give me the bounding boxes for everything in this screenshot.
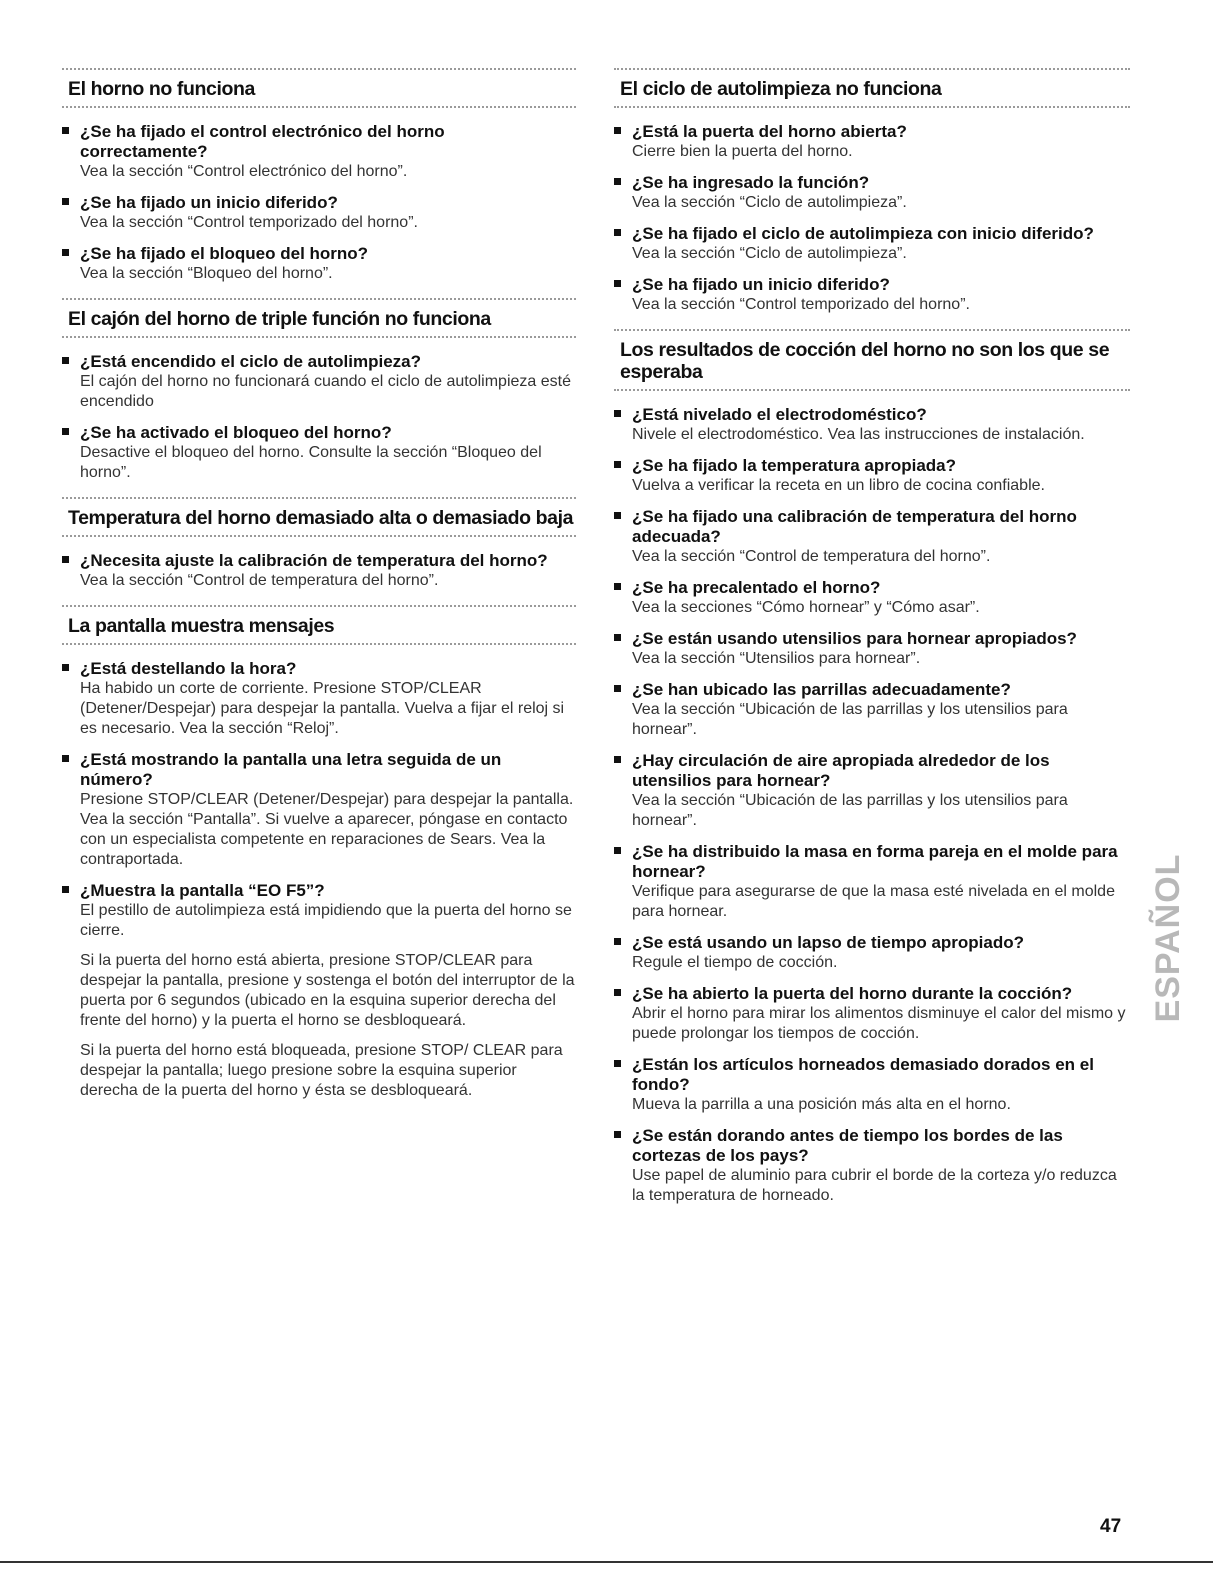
question-text: ¿Está nivelado el electrodoméstico? <box>632 405 927 424</box>
section-title: Los resultados de cocción del horno no son los que se esperaba <box>620 339 1110 383</box>
answer-text: Use papel de aluminio para cubrir el borde de la corteza y/o reduzca la temperatura de horneado. <box>632 1167 1117 1204</box>
question-text: ¿Se ha fijado el control electrónico del horno correctamente? <box>80 122 445 161</box>
question-text: ¿Se han ubicado las parrillas adecuadamente? <box>632 680 1011 699</box>
question-text: ¿Se ha fijado el ciclo de autolimpieza con inicio diferido? <box>632 224 1094 243</box>
answer-text: Ha habido un corte de corriente. Presione STOP/CLEAR (Detener/Despejar) para despejar la pantalla. Vuelva a fijar el reloj si es necesario. Vea la sección “Reloj”. <box>80 680 565 737</box>
question-text: ¿Se ha fijado una calibración de temperatura del horno adecuada? <box>632 507 1077 546</box>
question-text: ¿Se ha fijado el bloqueo del horno? <box>80 244 369 263</box>
answer-text: Si la puerta del horno está bloqueada, presione STOP/ CLEAR para despejar la pantalla; luego presione sobre la esquina superior derecha de la puerta del horno y ésta se desbloqueará. <box>80 1042 563 1099</box>
troubleshoot-section <box>614 329 1130 1206</box>
answer-text: Cierre bien la puerta del horno. <box>632 143 853 160</box>
answer-text: Verifique para asegurarse de que la masa esté nivelada en el molde para hornear. <box>632 883 1115 920</box>
square-bullet-icon <box>614 583 621 590</box>
question-text: ¿Se están usando utensilios para hornear apropiados? <box>632 629 1077 648</box>
question-item <box>614 507 1130 567</box>
square-bullet-icon <box>614 847 621 854</box>
square-bullet-icon <box>614 127 621 134</box>
answer-text: Vea la sección “Control electrónico del horno”. <box>80 163 408 180</box>
square-bullet-icon <box>62 428 69 435</box>
question-item <box>62 244 576 284</box>
troubleshoot-section <box>62 68 576 284</box>
question-text: ¿Se ha abierto la puerta del horno durante la cocción? <box>632 984 1073 1003</box>
question-item <box>62 352 576 412</box>
bottom-rule <box>0 1561 1213 1563</box>
question-item <box>614 1055 1130 1115</box>
square-bullet-icon <box>614 178 621 185</box>
answer-text: Abrir el horno para mirar los alimentos disminuye el calor del mismo y puede prolongar los tiempos de cocción. <box>632 1005 1126 1042</box>
square-bullet-icon <box>614 685 621 692</box>
answer-text: Vea la sección “Utensilios para hornear”. <box>632 650 921 667</box>
answer-text: Vea la sección “Ciclo de autolimpieza”. <box>632 194 907 211</box>
square-bullet-icon <box>614 461 621 468</box>
question-item <box>614 1126 1130 1206</box>
square-bullet-icon <box>62 127 69 134</box>
question-item <box>614 456 1130 496</box>
section-header <box>62 497 576 537</box>
answer-text: Vea la sección “Control de temperatura del horno”. <box>80 572 439 589</box>
square-bullet-icon <box>62 886 69 893</box>
troubleshoot-section <box>62 298 576 483</box>
question-text: ¿Muestra la pantalla “EO F5”? <box>80 881 325 900</box>
question-text: ¿Se ha fijado un inicio diferido? <box>632 275 890 294</box>
troubleshoot-section <box>62 497 576 591</box>
section-title: La pantalla muestra mensajes <box>68 615 335 637</box>
question-text: ¿Están los artículos horneados demasiado dorados en el fondo? <box>632 1055 1094 1094</box>
square-bullet-icon <box>614 634 621 641</box>
right-column <box>614 68 1130 1220</box>
question-item <box>614 842 1130 922</box>
section-header <box>614 68 1130 108</box>
question-text: ¿Está destellando la hora? <box>80 659 297 678</box>
section-header <box>62 298 576 338</box>
square-bullet-icon <box>62 755 69 762</box>
answer-text: El pestillo de autolimpieza está impidiendo que la puerta del horno se cierre. <box>80 902 572 939</box>
question-text: ¿Necesita ajuste la calibración de temperatura del horno? <box>80 551 548 570</box>
answer-text: Vea la sección “Control temporizado del horno”. <box>632 296 970 313</box>
question-item <box>614 405 1130 445</box>
section-title: Temperatura del horno demasiado alta o demasiado baja <box>68 507 574 529</box>
section-header <box>62 605 576 645</box>
square-bullet-icon <box>614 512 621 519</box>
question-item <box>614 680 1130 740</box>
question-item <box>614 224 1130 264</box>
question-text: ¿Hay circulación de aire apropiada alrededor de los utensilios para hornear? <box>632 751 1050 790</box>
question-text: ¿Está encendido el ciclo de autolimpieza? <box>80 352 422 371</box>
answer-text: Vea la sección “Control temporizado del horno”. <box>80 214 418 231</box>
troubleshoot-section <box>62 605 576 1101</box>
language-side-tab <box>1150 818 1186 1058</box>
section-header <box>62 68 576 108</box>
question-item <box>614 933 1130 973</box>
question-item <box>614 629 1130 669</box>
answer-text: El cajón del horno no funcionará cuando el ciclo de autolimpieza esté encendido <box>80 373 571 410</box>
question-text: ¿Se ha precalentado el horno? <box>632 578 881 597</box>
left-column <box>62 68 576 1115</box>
question-item <box>62 193 576 233</box>
square-bullet-icon <box>614 280 621 287</box>
question-item <box>614 122 1130 162</box>
answer-text: Vuelva a verificar la receta en un libro de cocina confiable. <box>632 477 1045 494</box>
square-bullet-icon <box>614 1060 621 1067</box>
question-text: ¿Está la puerta del horno abierta? <box>632 122 907 141</box>
question-item <box>614 275 1130 315</box>
section-title: El horno no funciona <box>68 78 255 100</box>
language-side-tab-label: ESPAÑOL <box>1149 853 1187 1023</box>
answer-text: Regule el tiempo de cocción. <box>632 954 838 971</box>
question-item <box>62 423 576 483</box>
troubleshoot-section <box>614 68 1130 315</box>
question-item <box>62 122 576 182</box>
question-item <box>614 984 1130 1044</box>
answer-text: Si la puerta del horno está abierta, presione STOP/CLEAR para despejar la pantalla, presione y sostenga el botón del interruptor de la puerta por 6 segundos (ubicado en la esquina superior derecha del frente del horno) y la puerta el horno se desbloqueará. <box>80 952 575 1029</box>
question-item <box>62 551 576 591</box>
question-text: ¿Se está usando un lapso de tiempo apropiado? <box>632 933 1024 952</box>
question-item <box>614 578 1130 618</box>
question-text: ¿Está mostrando la pantalla una letra seguida de un número? <box>80 750 502 789</box>
answer-text: Vea la sección “Ubicación de las parrillas y los utensilios para hornear”. <box>632 792 1068 829</box>
question-text: ¿Se ha fijado la temperatura apropiada? <box>632 456 957 475</box>
answer-text: Desactive el bloqueo del horno. Consulte la sección “Bloqueo del horno”. <box>80 444 542 481</box>
page-number: 47 <box>1100 1516 1122 1537</box>
question-text: ¿Se ha distribuido la masa en forma pareja en el molde para hornear? <box>632 842 1118 881</box>
question-text: ¿Se ha ingresado la función? <box>632 173 870 192</box>
square-bullet-icon <box>62 664 69 671</box>
section-header <box>614 329 1130 391</box>
answer-text: Mueva la parrilla a una posición más alta en el horno. <box>632 1096 1011 1113</box>
square-bullet-icon <box>62 357 69 364</box>
answer-text: Vea la sección “Bloqueo del horno”. <box>80 265 333 282</box>
answer-text: Nivele el electrodoméstico. Vea las instrucciones de instalación. <box>632 426 1085 443</box>
answer-text: Vea la secciones “Cómo hornear” y “Cómo asar”. <box>632 599 980 616</box>
answer-text: Vea la sección “Control de temperatura del horno”. <box>632 548 991 565</box>
section-title: El cajón del horno de triple función no funciona <box>68 308 491 330</box>
question-item <box>614 173 1130 213</box>
square-bullet-icon <box>62 556 69 563</box>
question-item <box>62 881 576 1101</box>
answer-text: Vea la sección “Ciclo de autolimpieza”. <box>632 245 907 262</box>
square-bullet-icon <box>62 249 69 256</box>
square-bullet-icon <box>62 198 69 205</box>
section-title: El ciclo de autolimpieza no funciona <box>620 78 942 100</box>
question-item <box>62 750 576 870</box>
answer-text: Presione STOP/CLEAR (Detener/Despejar) para despejar la pantalla. Vea la sección “Pantalla”. Si vuelve a aparecer, póngase en contacto con un especialista competente en reparaciones de Sears. Vea la contraportada. <box>80 791 574 868</box>
square-bullet-icon <box>614 410 621 417</box>
square-bullet-icon <box>614 938 621 945</box>
question-item <box>614 751 1130 831</box>
answer-text: Vea la sección “Ubicación de las parrillas y los utensilios para hornear”. <box>632 701 1068 738</box>
square-bullet-icon <box>614 756 621 763</box>
question-text: ¿Se están dorando antes de tiempo los bordes de las cortezas de los pays? <box>632 1126 1063 1165</box>
question-text: ¿Se ha fijado un inicio diferido? <box>80 193 338 212</box>
square-bullet-icon <box>614 229 621 236</box>
question-item <box>62 659 576 739</box>
square-bullet-icon <box>614 1131 621 1138</box>
square-bullet-icon <box>614 989 621 996</box>
question-text: ¿Se ha activado el bloqueo del horno? <box>80 423 392 442</box>
